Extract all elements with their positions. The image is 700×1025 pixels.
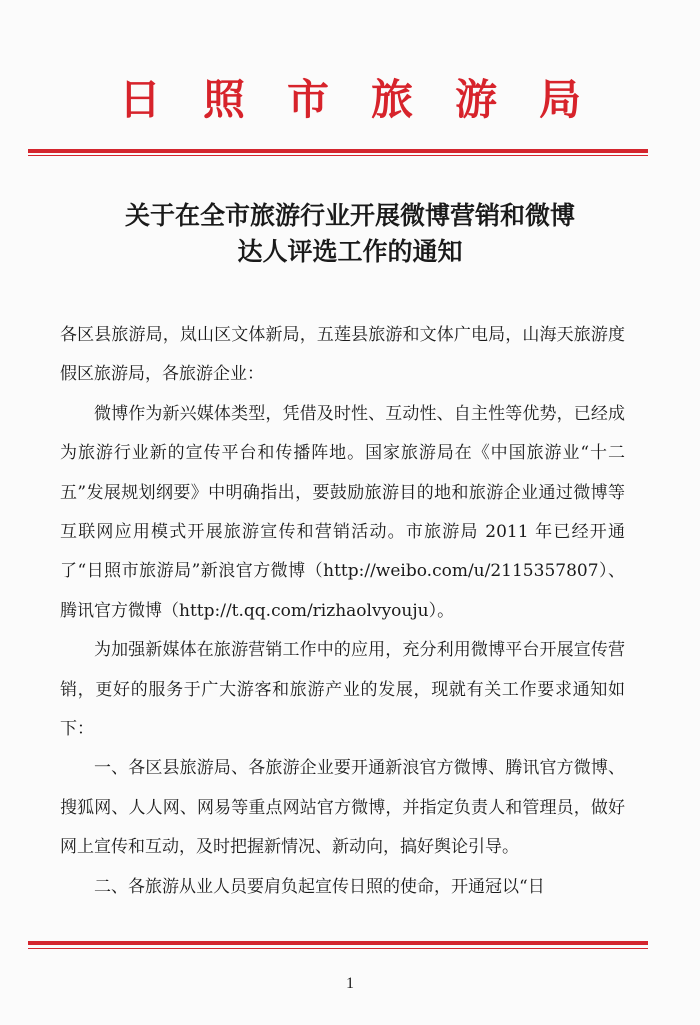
org-header-char: 日 [118,75,161,124]
document-body [60,316,625,907]
footer-divider-thin [28,948,648,949]
org-header-char: 照 [202,75,245,124]
paragraph-2: 为加强新媒体在旅游营销工作中的应用，充分利用微博平台开展宣传营销，更好的服务于广大游客和旅游产业的发展，现就有关工作要求通知如下： [60,640,625,740]
org-header-char: 游 [454,75,497,124]
paragraph-1: 微博作为新兴媒体类型，凭借及时性、互动性、自主性等优势，已经成为旅游行业新的宣传平台和传播阵地。国家旅游局在《中国旅游业“十二五”发展规划纲要》中明确指出，要鼓励旅游目的地和旅游企业通过微博等互联网应用模式开展旅游宣传和营销活动。市旅游局 2011 年已经开通了“日照市旅游局”新浪官方微博（http://weibo.com/u/2115357807）、腾讯官方微博（http://t.qq.com/rizhaolvyouju）。 [60,403,625,621]
addressee: 各区县旅游局，岚山区文体新局，五莲县旅游和文体广电局，山海天旅游度假区旅游局，各旅游企业： [60,325,625,385]
header-divider-thick [28,149,648,153]
paragraph-4: 二、各旅游从业人员要肩负起宣传日照的使命，开通冠以“日 [94,876,545,897]
paragraph-3: 一、各区县旅游局、各旅游企业要开通新浪官方微博、腾讯官方微博、搜狐网、人人网、网易等重点网站官方微博，并指定负责人和管理员，做好网上宣传和互动，及时把握新情况、新动向，搞好舆论引导。 [60,758,625,858]
header-divider-thin [28,155,648,156]
footer-divider-thick [28,941,648,945]
page-number: 1 [346,975,354,992]
title-line-1: 关于在全市旅游行业开展微博营销和微博 [124,201,575,230]
org-header [0,62,700,132]
title-line-2: 达人评选工作的通知 [237,237,463,266]
org-header-char: 局 [538,75,581,124]
org-header-char: 旅 [370,75,413,124]
org-header-char: 市 [286,75,329,124]
document-title [0,198,700,270]
